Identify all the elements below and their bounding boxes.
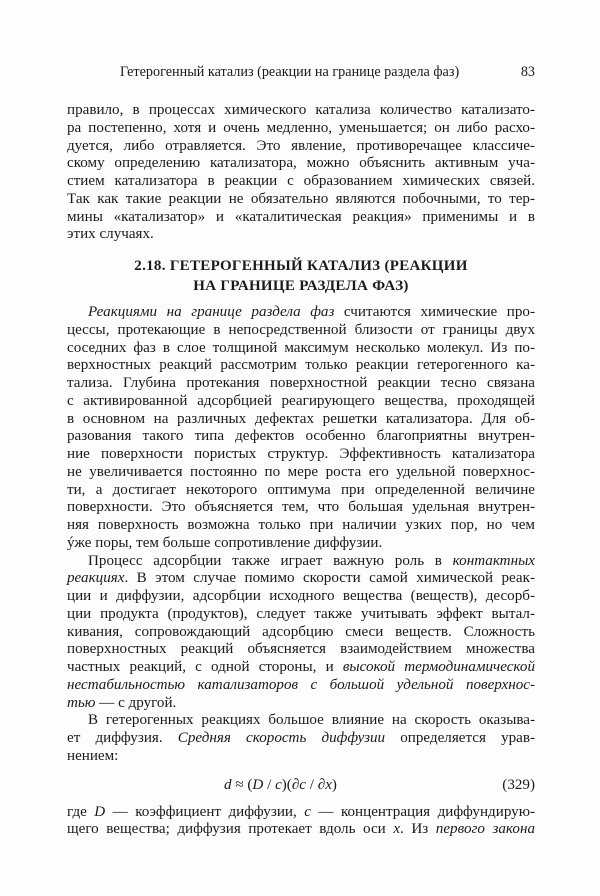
section-heading-line2: НА ГРАНИЦЕ РАЗДЕЛА ФАЗ) <box>193 277 409 294</box>
eq-var: c <box>275 776 282 793</box>
text-line: ние поверхности пористых структур. Эффективность катализатора <box>67 446 535 462</box>
text-line: ýже поры, тем больше сопротивление диффузии. <box>67 534 383 551</box>
text-line: ра постепенно, хотя и очень медленно, уменьшается; он либо расхо- <box>67 119 535 136</box>
text-span: считаются химические про- <box>334 304 535 320</box>
text-line <box>67 570 535 588</box>
italic-term: высокой термодинамической <box>342 659 536 675</box>
italic-term: первого закона <box>435 821 535 838</box>
italic-term: Средняя скорость диффузии <box>177 730 386 746</box>
text-line: в основном на различных дефектах решетки катализатора. Для об- <box>67 410 535 427</box>
text-line: ти, а достигает некоторого оптимума при определенной величине <box>67 481 535 498</box>
eq-op: )(∂ <box>281 776 300 793</box>
text-line: правило, в процессах химического катализа количество катализато- <box>67 102 535 118</box>
paragraph-continuation <box>67 102 535 244</box>
eq-op: ≈ ( <box>231 776 253 793</box>
paragraph-diffusion <box>67 712 535 765</box>
text-line <box>67 659 535 677</box>
text-line: ции продукта (продуктов), следует также учитывать эффект вытал- <box>67 605 535 622</box>
text-span: — с другой. <box>95 694 177 711</box>
text-span: Процесс адсорбции также играет важную роль в <box>88 552 453 569</box>
text-line: В гетерогенных реакциях большое влияние на скорость оказыва- <box>88 712 535 729</box>
running-header <box>67 64 535 84</box>
text-line: верхностных реакций рассмотрим только реакции гетерогенного ка- <box>67 357 535 374</box>
text-span: . В этом случае помимо скорости самой химической реак- <box>124 570 535 587</box>
text-line: няя поверхность возможна только при наличии узких пор, но чем <box>67 517 535 533</box>
math-var: x <box>393 821 401 838</box>
text-span: ет диффузия. <box>67 730 178 746</box>
text-line <box>67 553 535 571</box>
paragraph-where <box>67 804 535 840</box>
text-span: частных реакций, с одной стороны, и <box>67 659 343 675</box>
text-span: где <box>67 803 95 820</box>
text-line <box>67 304 535 322</box>
section-heading <box>67 257 535 296</box>
math-var: D <box>94 803 106 820</box>
eq-op: / ∂ <box>305 776 326 793</box>
text-line: поверхности. Это объясняется тем, что большая удельная внутрен- <box>67 499 535 516</box>
eq-var: d <box>224 776 232 793</box>
text-line: Так как такие реакции не обязательно являются побочными, то тер- <box>67 190 535 207</box>
italic-term: контактных <box>452 552 535 569</box>
equation-expression <box>224 777 337 795</box>
text-line: тализа. Глубина протекания поверхностной реакции тесно связана <box>67 375 535 391</box>
text-line <box>67 730 535 748</box>
text-line: этих случаях. <box>67 226 154 243</box>
text-line: нением: <box>67 747 119 764</box>
text-span: . Из <box>400 821 436 838</box>
eq-var: x <box>325 776 332 793</box>
eq-op: ) <box>331 776 337 793</box>
paragraph-definition <box>67 304 535 553</box>
italic-term: тью <box>67 694 96 711</box>
text-line <box>67 695 535 713</box>
text-line: с активированной адсорбцией реагирующего вещества, проходящей <box>67 392 535 409</box>
page-body <box>67 102 535 839</box>
text-line <box>67 677 535 695</box>
text-line <box>67 804 535 822</box>
eq-var: c <box>299 776 306 793</box>
text-line: мины «катализатор» и «каталитическая реакция» применимы и в <box>67 208 535 225</box>
text-line: не увеличивается постоянно по мере роста его удельной поверхнос- <box>67 463 535 480</box>
section-heading-line1: 2.18. ГЕТЕРОГЕННЫЙ КАТАЛИЗ (РЕАКЦИИ <box>134 258 468 274</box>
text-span: — концентрация диффундирую- <box>310 803 536 820</box>
italic-term: Реакциями на границе раздела фаз <box>88 304 335 320</box>
italic-term: реакциях <box>67 570 125 587</box>
page-number: 83 <box>520 64 535 80</box>
text-line: дуется, либо отравляется. Это явление, противоречащее классиче- <box>67 137 535 154</box>
text-line: соседних фаз в слое толщиной максимум несколько молекул. Из по- <box>67 339 535 356</box>
text-line: разования такого типа дефектов особенно благоприятны внутрен- <box>67 428 535 445</box>
eq-op: / <box>263 776 276 793</box>
text-line: скому определению катализатора, можно объяснить активным уча- <box>67 155 535 172</box>
italic-term: нестабильностью катализаторов с большой удельной поверхнос- <box>67 676 535 693</box>
text-line <box>67 821 535 839</box>
equation-329 <box>67 775 535 797</box>
paragraph-adsorption <box>67 553 535 713</box>
text-line: кивания, сопровождающий адсорбцию смеси веществ. Сложность <box>67 623 535 640</box>
running-header-title: Гетерогенный катализ (реакции на границе раздела фаз) <box>120 64 460 80</box>
eq-var: D <box>252 776 264 793</box>
text-span: — коэффициент диффузии, <box>105 803 305 820</box>
text-line: цессы, протекающие в непосредственной близости от границы двух <box>67 321 535 338</box>
text-line: стием катализатора в реакции с образованием химических связей. <box>67 173 535 189</box>
math-var: c <box>304 803 311 820</box>
text-line: поверхностных реакций объясняется взаимодействием множества <box>67 641 535 658</box>
equation-number: (329) <box>502 776 535 793</box>
text-span: определяется урав- <box>385 730 536 746</box>
text-span: щего вещества; диффузия протекает вдоль оси <box>67 821 394 838</box>
text-line: ции и диффузии, адсорбции исходного вещества (веществ), десорб- <box>67 588 535 604</box>
